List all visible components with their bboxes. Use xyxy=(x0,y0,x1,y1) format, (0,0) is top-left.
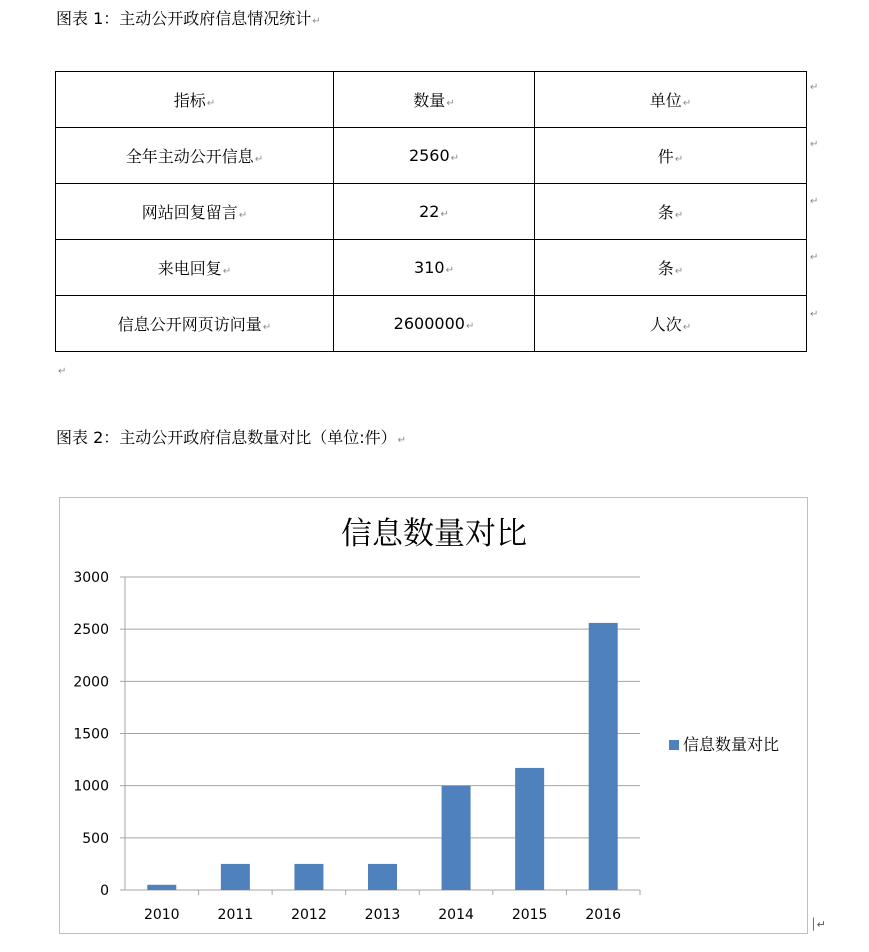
table-cell: 22↵ xyxy=(334,184,535,240)
table-cell: 人次↵ xyxy=(535,296,807,352)
x-tick-label: 2015 xyxy=(511,907,548,923)
bar-2012 xyxy=(294,864,323,890)
figure-caption-1: 图表 1：主动公开政府信息情况统计↵ xyxy=(56,9,321,28)
bar-2011 xyxy=(221,864,250,890)
x-tick-label: 2013 xyxy=(364,907,401,923)
table-row xyxy=(56,240,807,296)
table-cell: 全年主动公开信息↵ xyxy=(56,128,334,184)
figure-caption-2: 图表 2：主动公开政府信息数量对比（单位:件）↵ xyxy=(56,428,407,447)
x-tick-label: 2016 xyxy=(585,907,622,923)
chart-frame[interactable] xyxy=(59,497,808,934)
bar-2014 xyxy=(442,786,471,890)
bar-2016 xyxy=(589,623,618,890)
chart-title: 信息数量对比 xyxy=(341,516,527,552)
table-row xyxy=(56,184,807,240)
y-tick-label: 1000 xyxy=(73,778,109,795)
table-cell: 网站回复留言↵ xyxy=(56,184,334,240)
y-tick-label: 2500 xyxy=(73,622,109,639)
legend-swatch xyxy=(669,740,679,750)
table-cell: 2560↵ xyxy=(334,128,535,184)
table-header-cell: 数量↵ xyxy=(334,72,535,128)
table-cell: 件↵ xyxy=(535,128,807,184)
table-cell: 310↵ xyxy=(334,240,535,296)
row-end-mark: ↵ xyxy=(810,309,819,320)
y-tick-label: 2000 xyxy=(73,674,109,691)
table-header-cell: 单位↵ xyxy=(535,72,807,128)
table-header-row xyxy=(56,72,807,128)
row-end-mark: ↵ xyxy=(810,82,819,93)
table-cell: 2600000↵ xyxy=(334,296,535,352)
table-cell: 来电回复↵ xyxy=(56,240,334,296)
table-cell: 条↵ xyxy=(535,184,807,240)
bar-2015 xyxy=(515,768,544,890)
bar-2013 xyxy=(368,864,397,890)
table-header-cell: 指标↵ xyxy=(56,72,334,128)
legend-label: 信息数量对比 xyxy=(683,735,780,754)
paragraph-mark: ↵ xyxy=(58,366,67,377)
table-row xyxy=(56,128,807,184)
stats-table xyxy=(55,71,807,352)
x-tick-label: 2011 xyxy=(217,907,254,923)
y-tick-label: 0 xyxy=(100,883,109,899)
paragraph-mark: │↵ xyxy=(810,918,826,931)
row-end-mark: ↵ xyxy=(810,252,819,263)
row-end-mark: ↵ xyxy=(810,196,819,207)
row-end-mark: ↵ xyxy=(810,139,819,150)
table-row xyxy=(56,296,807,352)
x-tick-label: 2010 xyxy=(143,907,180,923)
x-tick-label: 2012 xyxy=(291,907,327,923)
bar-2010 xyxy=(147,885,176,890)
y-tick-label: 500 xyxy=(82,830,109,847)
bar-chart xyxy=(60,498,809,935)
table-cell: 条↵ xyxy=(535,240,807,296)
x-tick-label: 2014 xyxy=(438,907,474,923)
y-tick-label: 3000 xyxy=(73,570,109,586)
y-tick-label: 1500 xyxy=(73,726,109,743)
table-cell: 信息公开网页访问量↵ xyxy=(56,296,334,352)
